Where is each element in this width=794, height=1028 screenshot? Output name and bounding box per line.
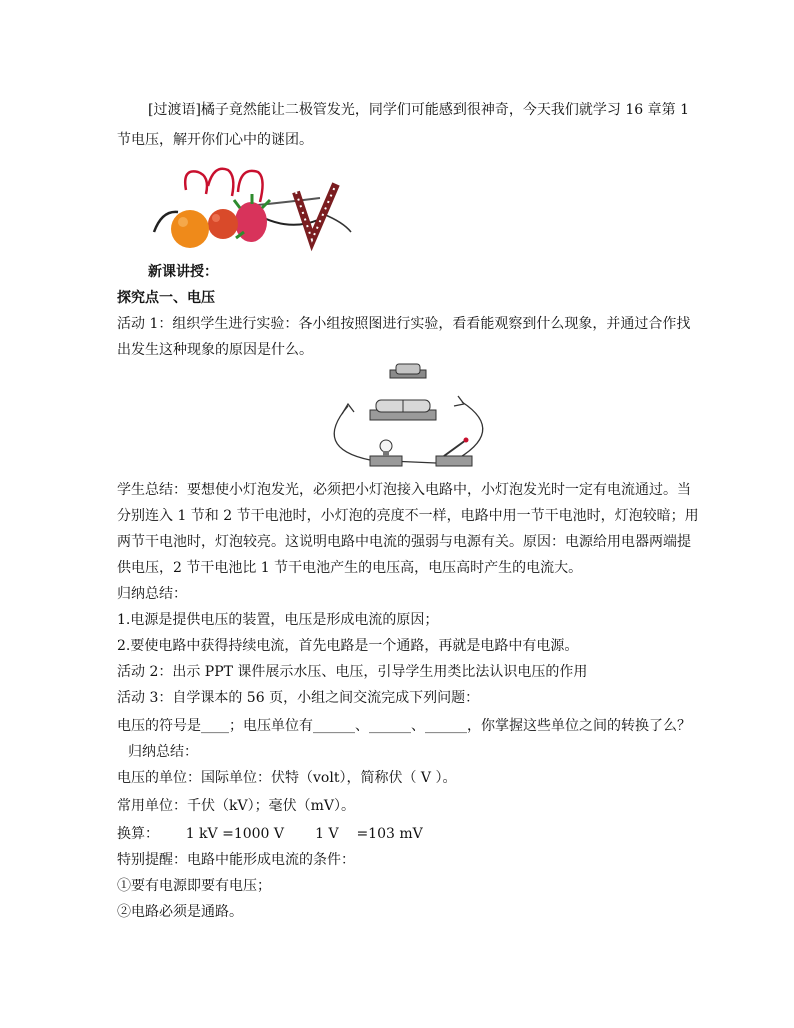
activity1-line-2: 出发生这种现象的原因是什么。 [117,342,313,358]
summary-line-2: 分别连入 1 节和 2 节干电池时，小灯泡的亮度不一样，电路中用一节干电池时，灯泡较暗；用 [117,508,699,524]
unit-common: 常用单位：千伏（kV）；毫伏（mV）。 [117,798,355,814]
special-reminder: 特别提醒：电路中能形成电流的条件： [117,852,355,868]
induction-heading-2: 归纳总结： [128,744,198,760]
condition-2: ②电路必须是通路。 [117,904,243,920]
arrow-icon [342,404,354,414]
wire [334,406,370,460]
red-apple [208,209,238,239]
wire [452,402,483,462]
orange-fruit [171,210,209,248]
switch-knob [464,438,469,443]
unit-international: 电压的单位：国际单位：伏特（volt），简称伏（ V ）。 [117,770,457,786]
light-bulb-icon [380,440,392,452]
transition-line-2: 节电压，解开你们心中的谜团。 [117,132,313,148]
summary-line-3: 两节干电池时，灯泡较亮。这说明电路中电流的强弱与电源有关。原因：电源给用电器两端提 [117,534,691,550]
activity3-line: 活动 3：自学课本的 56 页，小组之间交流完成下列问题： [117,690,480,706]
point-1: 1.电源是提供电压的装置，电压是形成电流的原因； [117,612,439,628]
unit-conversion: 换算： 1 kV =1000 V 1 V =103 mV [117,826,423,842]
activity1-line-1: 活动 1：组织学生进行实验：各小组按照图进行实验，看看能观察到什么现象，并通过合作找 [117,316,691,332]
transition-line-1: [过渡语]橘子竟然能让二极管发光，同学们可能感到很神奇，今天我们就学习 16 章第 1 [148,102,689,118]
red-wire [185,171,207,194]
apple-highlight [212,214,220,222]
condition-1: ①要有电源即要有电压； [117,878,271,894]
switch-base [436,456,472,466]
section-new-lesson: 新课讲授： [148,264,218,280]
induction-heading-1: 归纳总结： [117,586,187,602]
orange-highlight [178,217,188,227]
section-explore-point: 探究点一、电压 [117,290,215,306]
black-wire [323,214,351,232]
battery-single [396,364,420,374]
question-line: 电压的符号是____；电压单位有______、______、______，你掌握这些单位之间的转换了么？ [117,718,691,734]
red-wire [208,169,233,196]
led-strip [296,184,336,240]
red-wire [238,171,263,202]
bulb-base [370,456,402,466]
point-2: 2.要使电路中获得持续电流，首先电路是一个通路，再就是电路中有电源。 [117,638,579,654]
fruit-battery-photo [148,162,353,254]
activity2-line: 活动 2：出示 PPT 课件展示水压、电压，引导学生用类比法认识电压的作用 [117,664,588,680]
summary-line-4: 供电压，2 节干电池比 1 节干电池产生的电压高，电压高时产生的电流大。 [117,560,583,576]
arrow-icon [454,396,464,406]
summary-line-1: 学生总结：要想使小灯泡发光，必须把小灯泡接入电路中，小灯泡发光时一定有电流通过。当 [117,482,691,498]
circuit-experiment-diagram [326,362,494,474]
switch-lever [444,440,466,456]
bulb-socket [383,451,389,456]
